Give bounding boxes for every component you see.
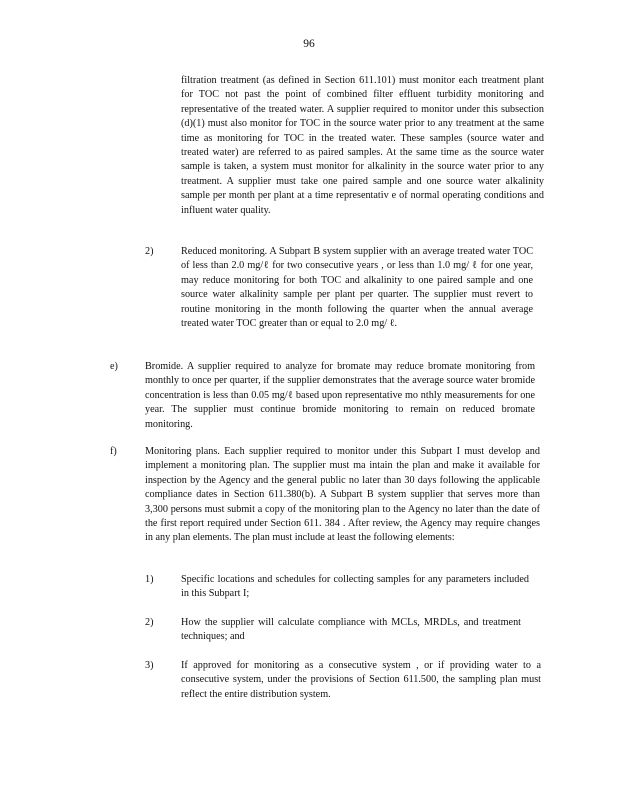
item-f3-marker: 3) [145,660,154,671]
monitoring-plans-text: Monitoring plans. Each supplier required to monitor under this Subpart I must develop and implement a monitoring plan. The supplier must ma intain the plan and make it available for inspection by the Agency and the general public no later than 30 days following the applicable compliance dates in Section 611.380(b). A Subpart B system supplier that serves more than 3,300 persons must submit a copy of the monitoring plan to the Agency no later than the date of the first report required under Section 611. 384 . After review, the Agency may require changes in any plan elements. The plan must include at least the following elements: [145,446,540,544]
continuation-paragraph [181,74,544,218]
bromide-paragraph [145,360,535,432]
plan-element-3-text: If approved for monitoring as a consecutive system , or if providing water to a consecutive system, under the provisions of Section 611.500, the sampling plan must reflect the entire distribution system. [181,660,541,700]
monitoring-plans-paragraph [145,445,540,546]
plan-element-2 [181,616,521,645]
item-f2-marker: 2) [145,617,154,628]
plan-element-1-text: Specific locations and schedules for collecting samples for any parameters included in this Subpart I; [181,574,529,600]
reduced-monitoring-paragraph [181,245,533,331]
plan-element-3 [181,659,541,702]
item-2-reduced-marker: 2) [145,246,154,257]
plan-element-1 [181,573,529,602]
item-f-marker: f) [110,446,117,457]
continuation-text: filtration treatment (as defined in Section 611.101) must monitor each treatment plant for TOC not past the point of combined filter effluent turbidity monitoring and representative of the treated water. A supplier required to monitor under this subsection (d)(1) must also monitor for TOC in the source water prior to any treatment at the same time as monitoring for TOC in the treated water. These samples (source water and treated water) are referred to as paired samples. At the same time as the source water sample is taken, a system must monitor for alkalinity in the source water prior to any treatment. A supplier must take one paired sample and one source water alkalinity sample per month per plant at a time representativ e of normal operating conditions and influent water quality. [181,75,544,216]
bromide-text: Bromide. A supplier required to analyze for bromate may reduce bromate monitoring from monthly to once per quarter, if the supplier demonstrates that the average source water bromide concentration is less than 0.05 mg/ℓ based upon representative mo nthly measurements for one year. The supplier must continue bromide monitoring to remain on reduced bromate monitoring. [145,361,535,430]
plan-element-2-text: How the supplier will calculate compliance with MCLs, MRDLs, and treatment techniques; and [181,617,521,643]
item-f1-marker: 1) [145,574,154,585]
item-e-marker: e) [110,361,118,372]
page-number: 96 [303,38,315,50]
reduced-monitoring-text: Reduced monitoring. A Subpart B system supplier with an average treated water TOC of less than 2.0 mg/ℓ for two consecutive years , or less than 1.0 mg/ ℓ for one year, may reduce monitoring for both TOC and alkalinity to one paired sample and one source water alkalinity sample per plant per quarter. The supplier must revert to routine monitoring in the month following the quarter when the annual average treated water TOC greater than or equal to 2.0 mg/ ℓ. [181,246,533,330]
